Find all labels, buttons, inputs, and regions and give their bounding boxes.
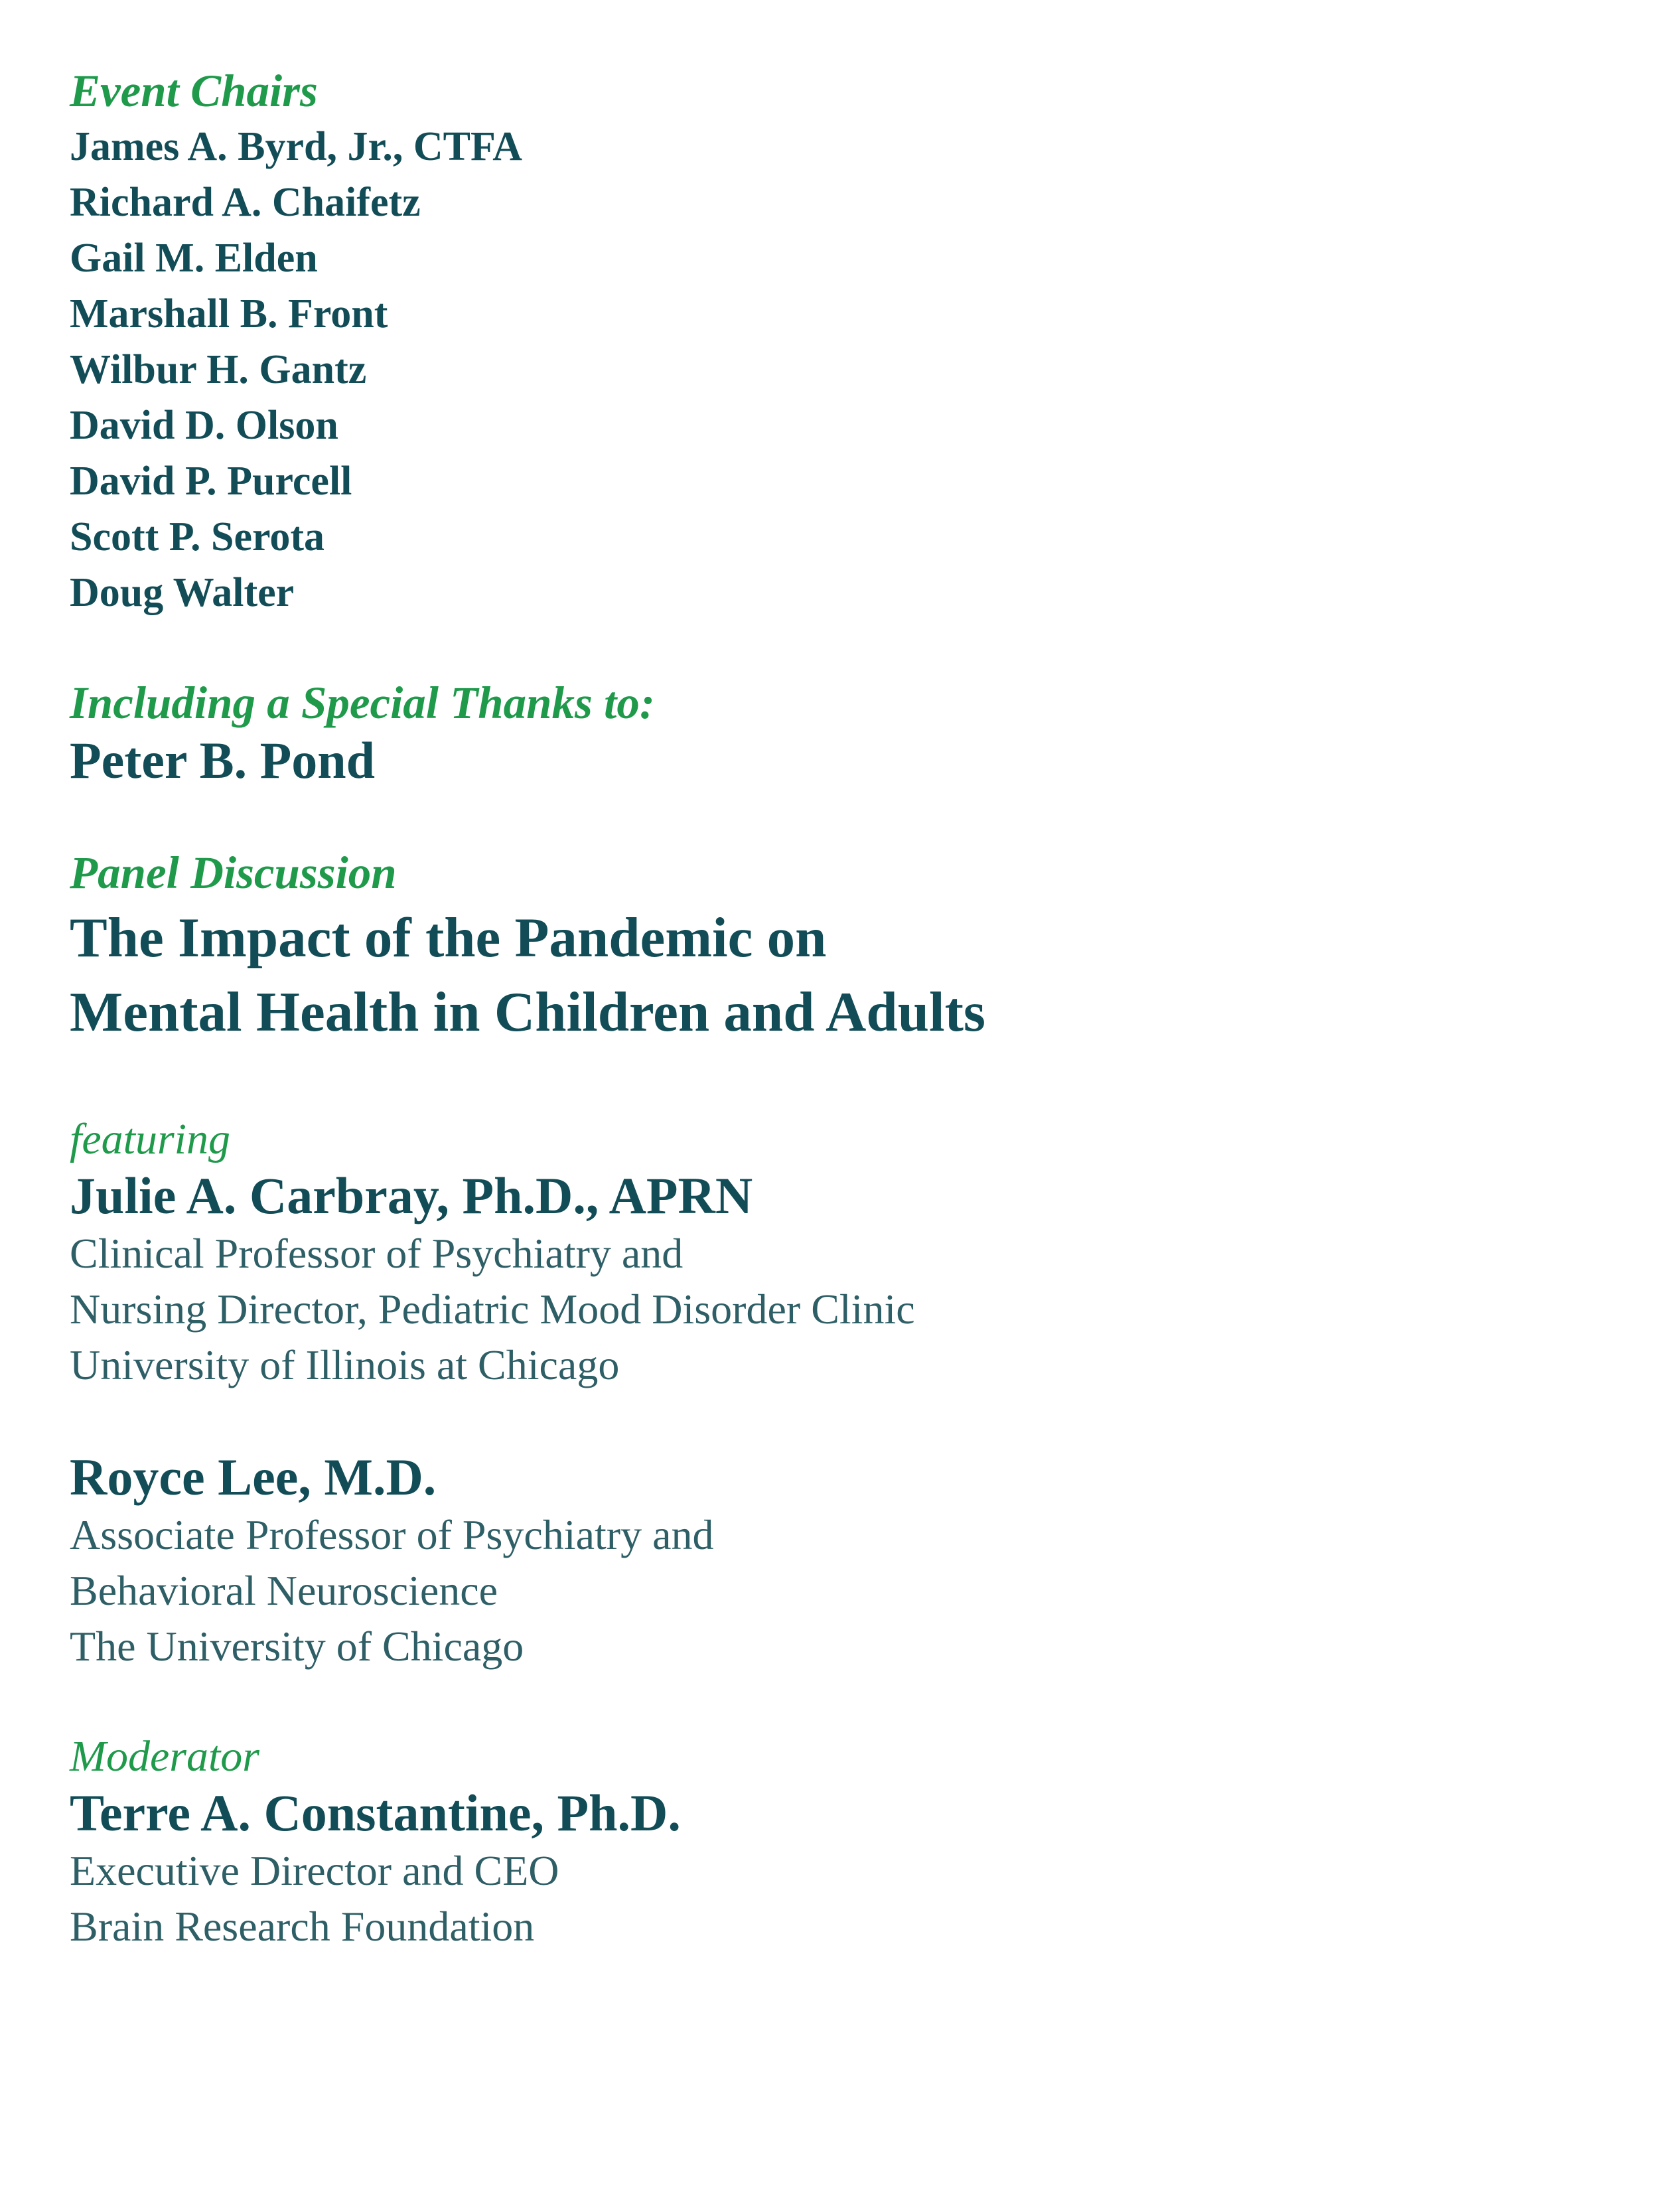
panel-heading: Panel Discussion bbox=[70, 848, 397, 898]
speaker-affiliation-line: Behavioral Neuroscience bbox=[70, 1567, 498, 1614]
special-thanks-heading: Including a Special Thanks to: bbox=[70, 678, 655, 728]
moderator-affiliation-line: Brain Research Foundation bbox=[70, 1903, 535, 1950]
panel-title-line-1: The Impact of the Pandemic on bbox=[70, 907, 827, 969]
panel-section bbox=[70, 845, 1530, 1049]
chair-name: Gail M. Elden bbox=[70, 236, 318, 281]
speaker-affiliation-line: University of Illinois at Chicago bbox=[70, 1341, 620, 1388]
chair-name: David D. Olson bbox=[70, 403, 338, 448]
speaker-affiliation-line: Nursing Director, Pediatric Mood Disorder Clinic bbox=[70, 1286, 915, 1333]
speaker-block bbox=[70, 1166, 1530, 1393]
speaker-block bbox=[70, 1447, 1530, 1674]
chair-name: David P. Purcell bbox=[70, 459, 352, 504]
special-thanks-section bbox=[70, 675, 1530, 790]
panel-title-line-2: Mental Health in Children and Adults bbox=[70, 981, 985, 1043]
moderator-label: Moderator bbox=[70, 1732, 259, 1781]
speaker-name: Julie A. Carbray, Ph.D., APRN bbox=[70, 1167, 753, 1224]
chair-name: Richard A. Chaifetz bbox=[70, 180, 421, 225]
program-content bbox=[70, 63, 1530, 1954]
chair-name: James A. Byrd, Jr., CTFA bbox=[70, 124, 522, 169]
chair-name: Marshall B. Front bbox=[70, 291, 388, 336]
chair-name: Scott P. Serota bbox=[70, 514, 325, 559]
event-chairs-heading: Event Chairs bbox=[70, 66, 318, 116]
speaker-affiliation-line: The University of Chicago bbox=[70, 1623, 524, 1670]
speaker-name: Royce Lee, M.D. bbox=[70, 1448, 437, 1506]
chair-name: Wilbur H. Gantz bbox=[70, 347, 367, 392]
event-chairs-section bbox=[70, 63, 1530, 621]
featuring-section bbox=[70, 1113, 1530, 1674]
moderator-section bbox=[70, 1730, 1530, 1954]
special-thanks-name: Peter B. Pond bbox=[70, 731, 376, 789]
chair-name: Doug Walter bbox=[70, 570, 295, 615]
moderator-affiliation-line: Executive Director and CEO bbox=[70, 1847, 559, 1894]
event-chairs-list bbox=[70, 119, 1530, 621]
featuring-label: featuring bbox=[70, 1115, 230, 1163]
speaker-affiliation-line: Associate Professor of Psychiatry and bbox=[70, 1511, 714, 1558]
moderator-name: Terre A. Constantine, Ph.D. bbox=[70, 1784, 681, 1842]
speaker-affiliation-line: Clinical Professor of Psychiatry and bbox=[70, 1230, 684, 1277]
